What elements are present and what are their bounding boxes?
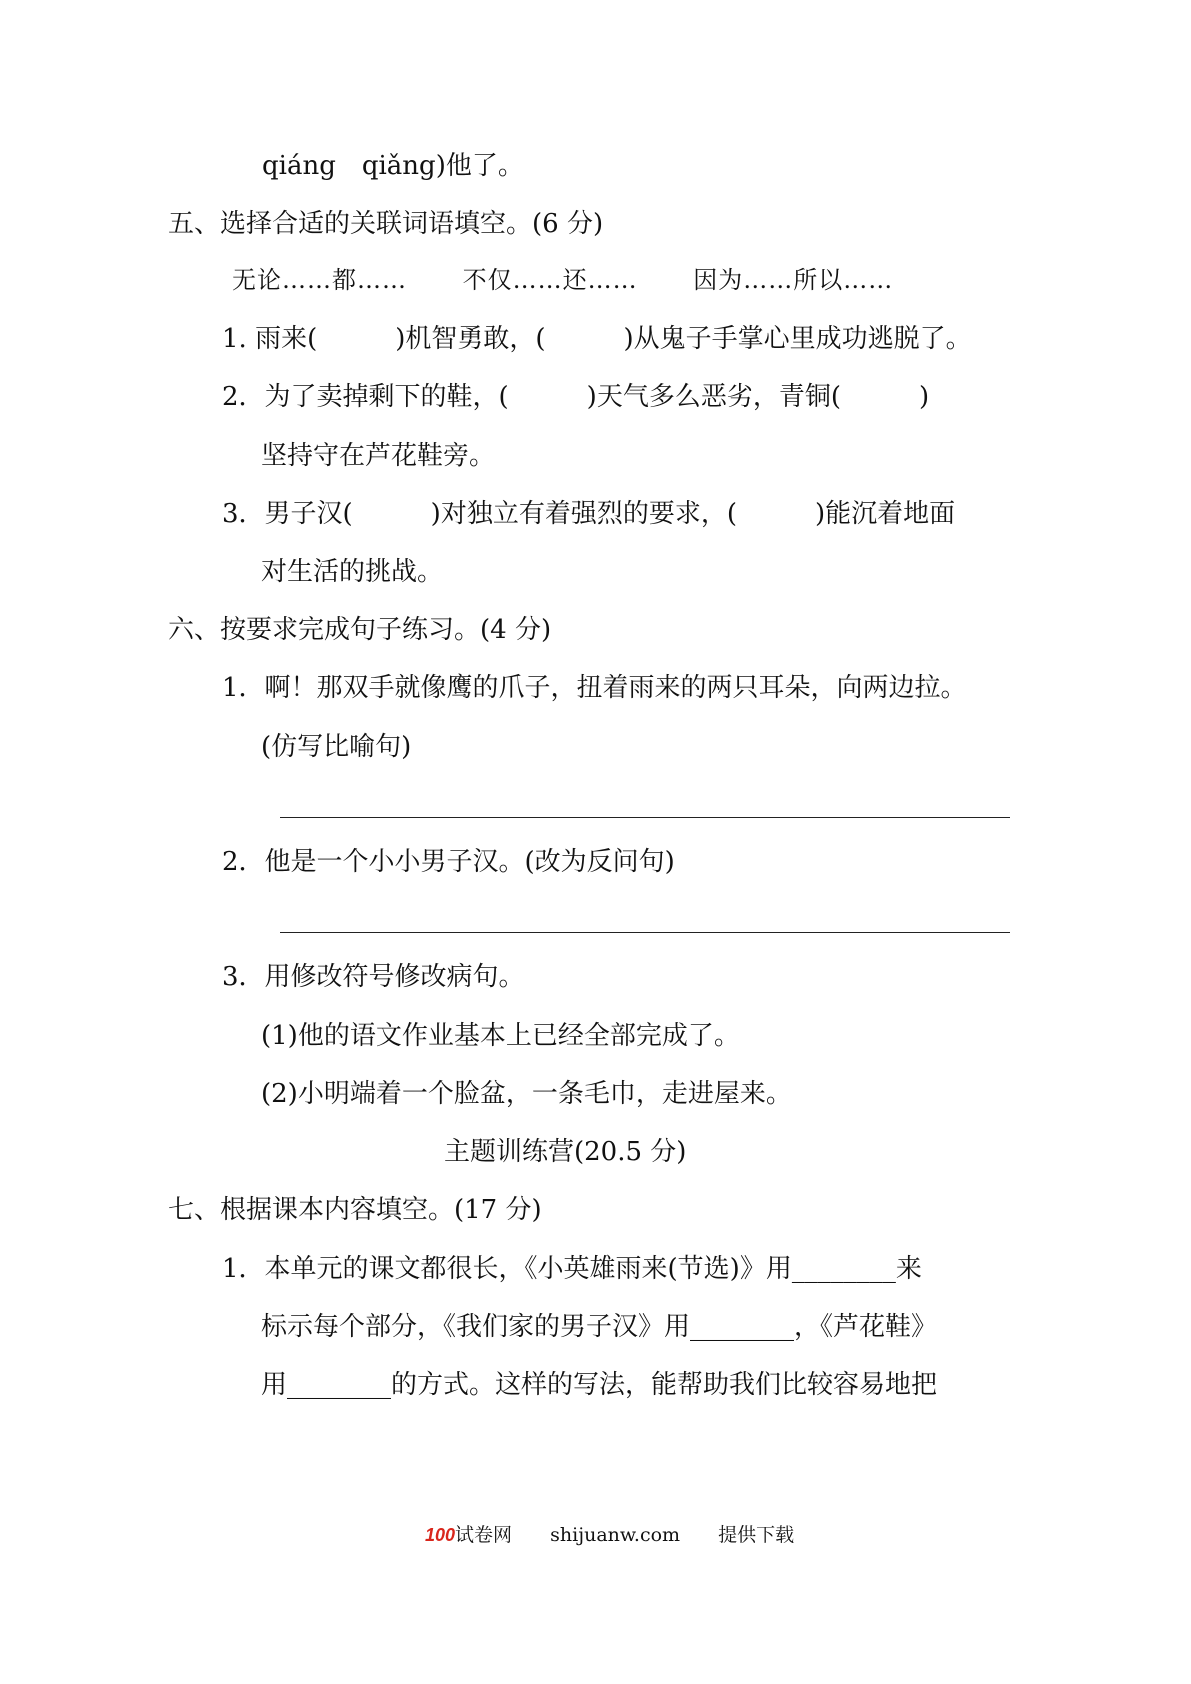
theme-heading: 主题训练营(20.5 分) — [444, 1137, 687, 1167]
s6-question-2: 2．他是一个小小男子汉。(改为反问句) — [222, 847, 675, 877]
footer — [425, 1522, 794, 1548]
option-1: 无论……都…… — [232, 266, 407, 294]
s6-question-1-hint: (仿写比喻句) — [261, 732, 412, 762]
s7-question-1-cont-1: 标示每个部分，《我们家的男子汉》用________，《芦花鞋》 — [261, 1312, 938, 1342]
download-note: 提供下载 — [718, 1524, 795, 1546]
s7-question-1-cont-2: 用________的方式。这样的写法，能帮助我们比较容易地把 — [261, 1370, 938, 1400]
answer-line-1[interactable] — [280, 817, 1010, 818]
section-5-title: 五、选择合适的关联词语填空。(6 分) — [168, 209, 604, 239]
continued-line: qiáng qiǎng)他了。 — [262, 151, 524, 181]
conjunction-options — [232, 264, 893, 296]
s5-question-2-cont: 坚持守在芦花鞋旁。 — [261, 441, 496, 471]
s5-question-2: 2．为了卖掉剩下的鞋，( )天气多么恶劣，青铜( ) — [222, 382, 930, 412]
section-7-title: 七、根据课本内容填空。(17 分) — [168, 1195, 542, 1225]
answer-line-2[interactable] — [280, 932, 1010, 933]
s6-question-3-item-2: (2)小明端着一个脸盆，一条毛巾，走进屋来。 — [261, 1079, 792, 1109]
section-6-title: 六、按要求完成句子练习。(4 分) — [168, 615, 552, 645]
option-2: 不仅……还…… — [462, 266, 638, 294]
s5-question-3-cont: 对生活的挑战。 — [261, 557, 444, 587]
site-domain[interactable]: shijuanw.com — [550, 1524, 681, 1546]
s6-question-1: 1．啊！那双手就像鹰的爪子，扭着雨来的两只耳朵，向两边拉。 — [222, 673, 967, 703]
site-name: 试卷网 — [455, 1524, 513, 1546]
site-logo: 100 — [425, 1525, 456, 1545]
s7-question-1: 1．本单元的课文都很长，《小英雄雨来(节选)》用________来 — [222, 1254, 922, 1284]
s5-question-1: 1. 雨来( )机智勇敢，( )从鬼子手掌心里成功逃脱了。 — [222, 324, 972, 354]
s6-question-3-item-1: (1)他的语文作业基本上已经全部完成了。 — [261, 1021, 740, 1051]
s6-question-3: 3．用修改符号修改病句。 — [222, 962, 525, 992]
option-3: 因为……所以…… — [693, 266, 894, 294]
s5-question-3: 3．男子汉( )对独立有着强烈的要求，( )能沉着地面 — [222, 499, 956, 529]
